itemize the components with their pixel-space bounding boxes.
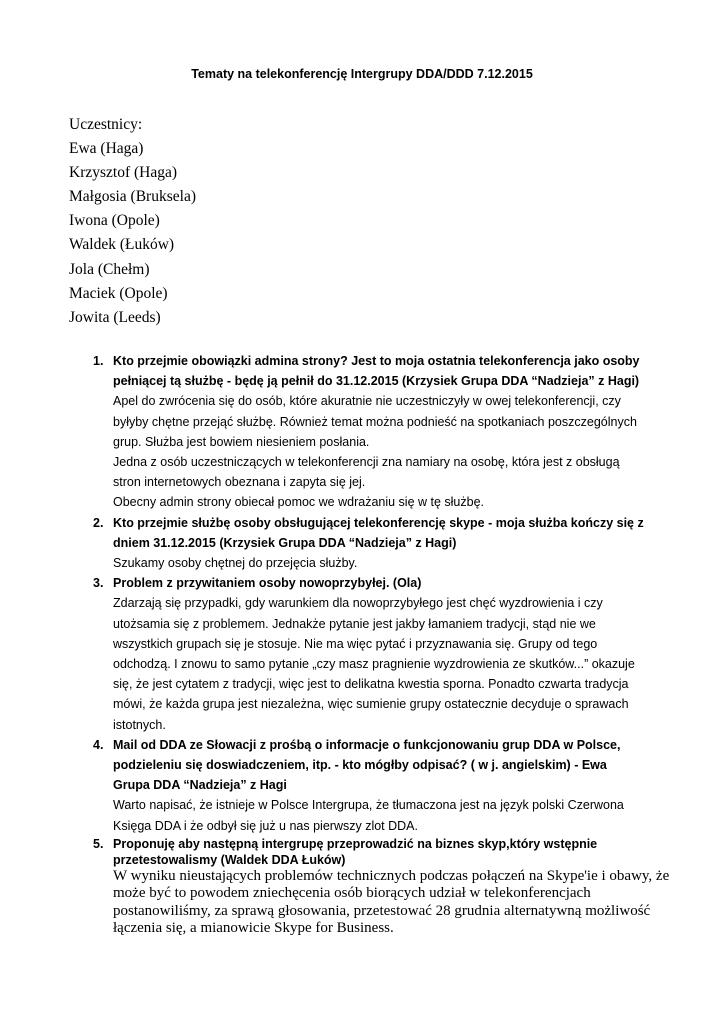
participant-name: Waldek (Łuków) <box>69 236 175 254</box>
topic-title <box>113 513 669 553</box>
topic-body-line: postanowiliśmy, za sprawą głosowania, przetestować 28 grudnia alternatywną możliwość <box>113 902 651 919</box>
topic-body-line: byłyby chętne przejąć służbę. Również temat można podnieść na spotkaniach poszczególnych <box>113 414 637 429</box>
topic-title-line: Problem z przywitaniem osoby nowoprzybyłej. (Ola) <box>113 576 422 591</box>
participant-name: Jola (Chełm) <box>69 260 150 278</box>
topic-title-line: podzieleniu się doswiadczeniem, itp. - kto mógłby odpisać? ( w j. angielskim) - Ewa <box>113 758 607 773</box>
participant-name: Ewa (Haga) <box>69 140 144 158</box>
topic-title <box>113 735 669 796</box>
document-title: Tematy na telekonferencję Intergrupy DDA/DDD 7.12.2015 <box>191 67 533 81</box>
topic-title-line: przetestowalismy (Waldek DDA Łuków) <box>113 852 346 867</box>
topic-body-line: Szukamy osoby chętnej do przejęcia służby. <box>113 556 358 571</box>
topic-body-line: łączenia się, a mianowicie Skype for Business. <box>113 920 394 937</box>
topic-body-line: Zdarzają się przypadki, gdy warunkiem dla nowoprzybyłego jest chęć wyzdrowienia i czy <box>113 596 603 611</box>
topic-body-line: stron internetowych obeznana i zapyta się jej. <box>113 475 366 490</box>
participant-name: Krzysztof (Haga) <box>69 164 178 182</box>
topic-body-line: grup. Służba jest bowiem niesieniem posłania. <box>113 434 370 449</box>
topic-title <box>113 573 669 593</box>
participant-name: Iwona (Opole) <box>69 212 160 230</box>
topic-title-line: pełniącej tą służbę - będę ją pełnił do 31.12.2015 (Krzysiek Grupa DDA “Nadzieja” z Hagi) <box>113 374 640 389</box>
participants-list <box>69 113 196 330</box>
topic-body-line: Warto napisać, że istnieje w Polsce Intergrupa, że tłumaczona jest na język polski Czerwona <box>113 798 624 813</box>
topic-item <box>93 735 669 836</box>
participant-name: Małgosia (Bruksela) <box>69 188 196 206</box>
topic-body-line: Apel do zwrócenia się do osób, które akuratnie nie uczestniczyły w owej telekonferencji, czy <box>113 394 621 409</box>
topic-item <box>93 573 669 735</box>
topic-title-line: Proponuję aby następną intergrupę przeprowadzić na biznes skyp,który wstępnie <box>113 836 598 851</box>
participants-label: Uczestnicy: <box>69 116 143 133</box>
topic-title <box>113 836 669 868</box>
topics-list <box>93 351 670 938</box>
topic-title <box>113 351 669 391</box>
topic-body-line: utożsamia się z problemem. Jednakże pytanie jest jakby łamaniem tradycji, stąd nie we <box>113 616 596 631</box>
topic-body <box>113 391 669 512</box>
topic-title-line: Grupa DDA “Nadzieja” z Hagi <box>113 778 287 793</box>
topic-number: 2. <box>93 515 104 530</box>
topic-body-line: odchodzą. I znowu to samo pytanie „czy masz pragnienie wyzdrowienia ze skutków...” okazuje <box>113 657 635 672</box>
topic-body-line: mówi, że każda grupa jest niezależna, więc sumienie grupy ostatecznie decyduje o sprawach <box>113 697 629 712</box>
topic-body-line: Księga DDA i że odbył się już u nas pierwszy zlot DDA. <box>113 818 418 833</box>
topic-item <box>93 513 669 574</box>
participant-name: Maciek (Opole) <box>69 284 168 302</box>
participant-name: Jowita (Leeds) <box>69 308 161 326</box>
topic-body-line: wszystkich grupach się je stosuje. Nie ma więc pytać i przyznawania się. Grupy od tego <box>113 636 598 651</box>
topic-body <box>113 868 669 938</box>
topic-title-line: dniem 31.12.2015 (Krzysiek Grupa DDA “Nadzieja” z Hagi) <box>113 535 457 550</box>
topic-body <box>113 795 669 835</box>
topic-body-line: Obecny admin strony obiecał pomoc we wdrażaniu się w tę służbę. <box>113 495 485 510</box>
topic-item <box>93 836 670 938</box>
topic-body-line: W wyniku nieustających problemów technicznych podczas połączeń na Skype'ie i obawy, że <box>113 867 670 884</box>
topic-body-line: Jedna z osób uczestniczących w telekonferencji zna namiary na osobę, która jest z obsługą <box>113 455 620 470</box>
topic-number: 3. <box>93 576 104 591</box>
topic-item <box>93 351 669 513</box>
topic-body-line: się, że jest cytatem z tradycji, więc jest to delikatna kwestia sporna. Ponadto czwarta tradycja <box>113 677 629 692</box>
topic-title-line: Mail od DDA ze Słowacji z prośbą o informacje o funkcjonowaniu grup DDA w Polsce, <box>113 737 621 752</box>
topic-title-line: Kto przejmie służbę osoby obsługującej telekonferencję skype - moja służba kończy się z <box>113 515 644 530</box>
topic-number: 5. <box>93 836 104 851</box>
topic-body-line: istotnych. <box>113 717 166 732</box>
topic-number: 4. <box>93 737 104 752</box>
topic-title-line: Kto przejmie obowiązki admina strony? Jest to moja ostatnia telekonferencja jako osoby <box>113 354 640 368</box>
topic-number: 1. <box>93 354 104 368</box>
topic-body <box>113 593 669 734</box>
topic-body <box>113 553 669 573</box>
topic-body-line: może być to powodem zniechęcenia osób biorących udział w telekonferencjach <box>113 885 591 902</box>
